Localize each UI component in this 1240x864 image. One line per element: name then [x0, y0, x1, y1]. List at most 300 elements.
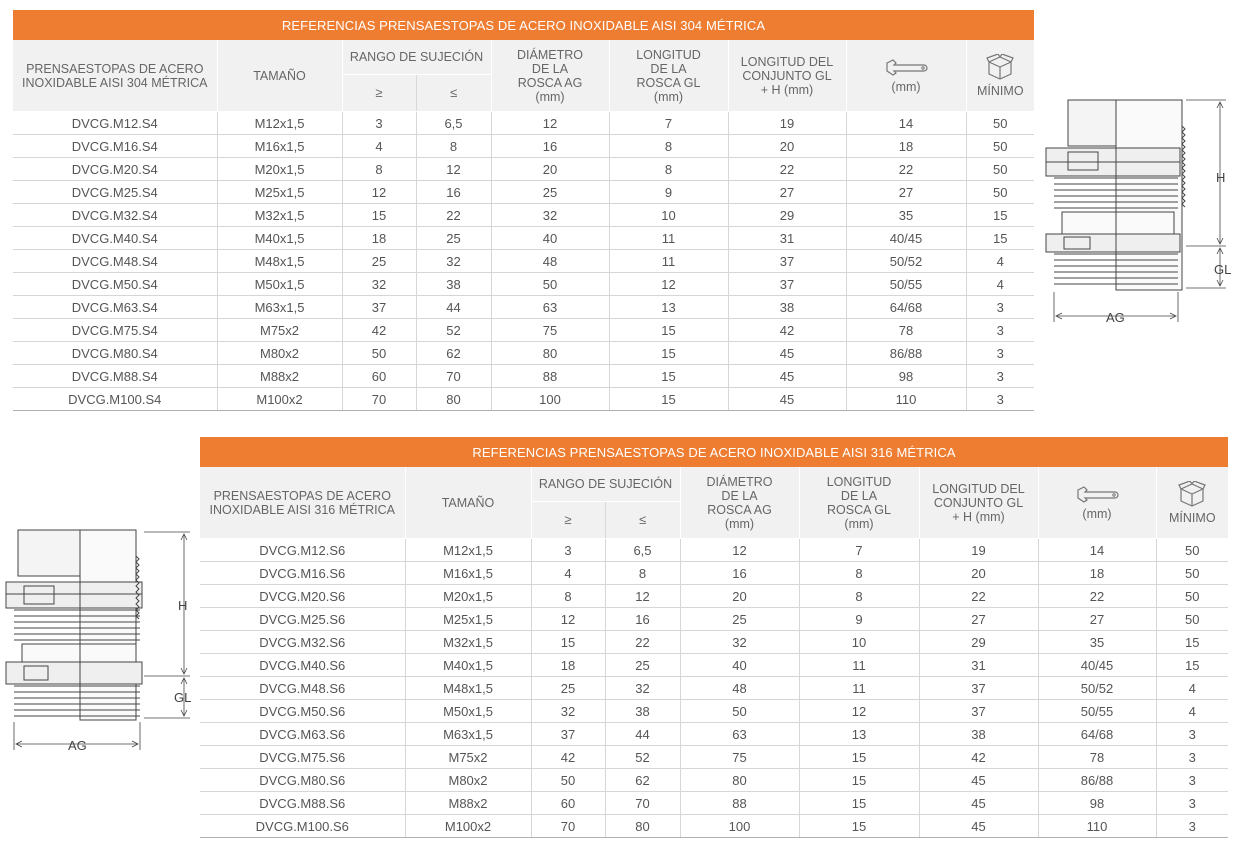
table-cell: 4: [1156, 677, 1228, 700]
table-cell: 22: [416, 204, 491, 227]
table-cell: 16: [416, 181, 491, 204]
table-cell: 3: [966, 319, 1034, 342]
table-cell: 9: [609, 181, 728, 204]
table-cell: 15: [342, 204, 416, 227]
table-cell: 22: [605, 631, 680, 654]
table-cell: 15: [799, 769, 919, 792]
col-header-assembly-length: LONGITUD DEL CONJUNTO GL + H (mm): [919, 467, 1038, 539]
table-cell: 52: [416, 319, 491, 342]
table-cell: 45: [728, 342, 846, 365]
table-row: [200, 769, 1228, 792]
table-cell: 18: [531, 654, 605, 677]
table-cell: 13: [799, 723, 919, 746]
table-row: [13, 342, 1034, 365]
table-row: [13, 181, 1034, 204]
table-cell: 45: [919, 792, 1038, 815]
table-cell: 50: [966, 158, 1034, 181]
table-cell: DVCG.M100.S4: [13, 388, 217, 411]
col-header-ge: ≥: [342, 75, 416, 112]
dimension-label-gl: GL: [174, 690, 192, 705]
table-cell: 64/68: [846, 296, 966, 319]
col-header-wrench: [846, 40, 966, 112]
package-box-icon: [1178, 481, 1206, 507]
table-cell: 63: [680, 723, 799, 746]
table-cell: 22: [846, 158, 966, 181]
table-cell: 3: [966, 365, 1034, 388]
table-row: [13, 319, 1034, 342]
table-cell: 60: [531, 792, 605, 815]
table-cell: 18: [1038, 562, 1156, 585]
table-cell: 98: [846, 365, 966, 388]
table-cell: 50: [1156, 562, 1228, 585]
table-cell: 4: [966, 250, 1034, 273]
table-cell: 70: [605, 792, 680, 815]
col-header-minimum: [1156, 467, 1228, 539]
table-cell: 4: [1156, 700, 1228, 723]
col-header-ge: ≥: [531, 502, 605, 539]
table-row: [200, 677, 1228, 700]
table-cell: M75x2: [217, 319, 342, 342]
table-cell: 27: [846, 181, 966, 204]
table-cell: 13: [609, 296, 728, 319]
table-cell: DVCG.M40.S6: [200, 654, 405, 677]
table-cell: 62: [416, 342, 491, 365]
cable-gland-drawing-bottom: [4, 526, 199, 762]
table-cell: M40x1,5: [217, 227, 342, 250]
wrench-unit: (mm): [1082, 506, 1112, 521]
table-cell: M80x2: [405, 769, 531, 792]
table-cell: 14: [1038, 539, 1156, 562]
cable-gland-drawing-top: [1040, 96, 1235, 332]
table-cell: M80x2: [217, 342, 342, 365]
table-cell: 12: [342, 181, 416, 204]
table-cell: DVCG.M80.S6: [200, 769, 405, 792]
table-cell: 38: [416, 273, 491, 296]
dimension-label-h: H: [178, 598, 188, 613]
table-cell: M16x1,5: [405, 562, 531, 585]
table-cell: DVCG.M100.S6: [200, 815, 405, 838]
table-cell: 3: [966, 388, 1034, 411]
col-header-clamp-range: RANGO DE SUJECIÓN: [531, 467, 680, 502]
table-cell: 22: [919, 585, 1038, 608]
table-cell: 3: [1156, 815, 1228, 838]
table-row: [200, 654, 1228, 677]
table-cell: M25x1,5: [405, 608, 531, 631]
table-cell: M63x1,5: [217, 296, 342, 319]
table-cell: 50: [1156, 585, 1228, 608]
table-cell: 15: [609, 388, 728, 411]
table-cell: 37: [531, 723, 605, 746]
table-cell: M32x1,5: [217, 204, 342, 227]
table-cell: M48x1,5: [405, 677, 531, 700]
col-header-thread-diameter: DIÁMETRO DE LA ROSCA AG (mm): [491, 40, 609, 112]
col-header-thread-length: LONGITUD DE LA ROSCA GL (mm): [799, 467, 919, 539]
table-row: [200, 746, 1228, 769]
table-cell: 15: [609, 342, 728, 365]
table-cell: 38: [728, 296, 846, 319]
table-cell: 15: [966, 227, 1034, 250]
table-cell: 86/88: [1038, 769, 1156, 792]
col-header-size: TAMAÑO: [405, 467, 531, 539]
table-cell: 3: [966, 296, 1034, 319]
table-cell: 75: [491, 319, 609, 342]
table-cell: DVCG.M20.S6: [200, 585, 405, 608]
table-cell: 52: [605, 746, 680, 769]
table-row: [200, 562, 1228, 585]
table-cell: 37: [919, 677, 1038, 700]
table-cell: 12: [491, 112, 609, 135]
table-cell: 12: [531, 608, 605, 631]
table-row: [200, 539, 1228, 562]
table-cell: 12: [605, 585, 680, 608]
table-cell: 40/45: [1038, 654, 1156, 677]
table-cell: 64/68: [1038, 723, 1156, 746]
table-cell: 50/55: [846, 273, 966, 296]
table-body: [200, 539, 1228, 838]
table-title: REFERENCIAS PRENSAESTOPAS DE ACERO INOXIDABLE AISI 304 MÉTRICA: [13, 10, 1034, 40]
col-header-assembly-length: LONGITUD DEL CONJUNTO GL + H (mm): [728, 40, 846, 112]
table-cell: M50x1,5: [405, 700, 531, 723]
table-cell: 100: [680, 815, 799, 838]
table-cell: 50: [966, 112, 1034, 135]
table-cell: 78: [1038, 746, 1156, 769]
table-cell: 31: [919, 654, 1038, 677]
table-cell: 70: [416, 365, 491, 388]
table-cell: 25: [605, 654, 680, 677]
wrench-unit: (mm): [891, 79, 921, 94]
dimension-label-ag: AG: [68, 738, 87, 753]
table-cell: 25: [342, 250, 416, 273]
table-cell: M20x1,5: [405, 585, 531, 608]
table-cell: DVCG.M63.S4: [13, 296, 217, 319]
table-row: [13, 227, 1034, 250]
table-row: [200, 585, 1228, 608]
table-cell: 9: [799, 608, 919, 631]
table-cell: 31: [728, 227, 846, 250]
table-cell: M48x1,5: [217, 250, 342, 273]
wrench-icon: [1075, 485, 1119, 503]
table-row: [13, 158, 1034, 181]
table-row: [13, 388, 1034, 411]
table-cell: 3: [531, 539, 605, 562]
table-cell: 80: [416, 388, 491, 411]
table-cell: 16: [680, 562, 799, 585]
table-cell: 19: [919, 539, 1038, 562]
table-cell: 110: [846, 388, 966, 411]
table-cell: 70: [531, 815, 605, 838]
table-cell: 27: [1038, 608, 1156, 631]
table-cell: 8: [605, 562, 680, 585]
table-cell: DVCG.M16.S6: [200, 562, 405, 585]
table-cell: DVCG.M16.S4: [13, 135, 217, 158]
table-cell: 45: [728, 365, 846, 388]
col-header-minimum: [966, 40, 1034, 112]
table-cell: 8: [609, 135, 728, 158]
table-cell: 44: [416, 296, 491, 319]
table-cell: 11: [799, 654, 919, 677]
table-cell: 8: [799, 585, 919, 608]
table-row: [200, 723, 1228, 746]
table-cell: M40x1,5: [405, 654, 531, 677]
table-cell: 38: [919, 723, 1038, 746]
table-cell: 60: [342, 365, 416, 388]
table-cell: 16: [605, 608, 680, 631]
table-cell: 20: [728, 135, 846, 158]
table-row: [13, 135, 1034, 158]
table-cell: 32: [531, 700, 605, 723]
minimum-label: MÍNIMO: [1169, 510, 1216, 525]
table-cell: 8: [531, 585, 605, 608]
col-header-le: ≤: [416, 75, 491, 112]
table-row: [200, 792, 1228, 815]
table-cell: 8: [799, 562, 919, 585]
table-cell: DVCG.M32.S4: [13, 204, 217, 227]
table-cell: M75x2: [405, 746, 531, 769]
dimension-label-gl: GL: [1214, 262, 1232, 277]
table-cell: M88x2: [217, 365, 342, 388]
table-cell: 18: [342, 227, 416, 250]
table-cell: 4: [966, 273, 1034, 296]
table-cell: 22: [728, 158, 846, 181]
table-cell: 42: [531, 746, 605, 769]
table-cell: 80: [491, 342, 609, 365]
table-cell: 25: [491, 181, 609, 204]
table-cell: 100: [491, 388, 609, 411]
table-cell: 15: [1156, 654, 1228, 677]
package-box-icon: [986, 54, 1014, 80]
table-cell: DVCG.M25.S4: [13, 181, 217, 204]
table-aisi-316: [200, 437, 1228, 838]
table-cell: M12x1,5: [217, 112, 342, 135]
table-cell: 3: [342, 112, 416, 135]
table-cell: DVCG.M32.S6: [200, 631, 405, 654]
table-cell: 32: [605, 677, 680, 700]
table-cell: M63x1,5: [405, 723, 531, 746]
table-cell: M100x2: [405, 815, 531, 838]
table-cell: 32: [342, 273, 416, 296]
table-cell: 42: [342, 319, 416, 342]
table-cell: 62: [605, 769, 680, 792]
col-header-le: ≤: [605, 502, 680, 539]
table-cell: 37: [728, 273, 846, 296]
table-cell: 38: [605, 700, 680, 723]
table-title: REFERENCIAS PRENSAESTOPAS DE ACERO INOXIDABLE AISI 316 MÉTRICA: [200, 437, 1228, 467]
table-row: [200, 608, 1228, 631]
table-cell: 18: [846, 135, 966, 158]
table-cell: M32x1,5: [405, 631, 531, 654]
table-cell: 3: [966, 342, 1034, 365]
table-cell: 50: [531, 769, 605, 792]
table-row: [200, 815, 1228, 838]
table-cell: 27: [728, 181, 846, 204]
table-cell: 7: [609, 112, 728, 135]
table-cell: 15: [1156, 631, 1228, 654]
col-header-clamp-range: RANGO DE SUJECIÓN: [342, 40, 491, 75]
table-cell: 45: [919, 815, 1038, 838]
table-cell: M88x2: [405, 792, 531, 815]
table-cell: DVCG.M40.S4: [13, 227, 217, 250]
table-cell: 15: [609, 365, 728, 388]
table-cell: 32: [680, 631, 799, 654]
col-header-wrench: [1038, 467, 1156, 539]
table-cell: DVCG.M12.S4: [13, 112, 217, 135]
table-cell: 10: [799, 631, 919, 654]
table-cell: 75: [680, 746, 799, 769]
table-cell: 78: [846, 319, 966, 342]
table-cell: 88: [680, 792, 799, 815]
table-cell: DVCG.M80.S4: [13, 342, 217, 365]
col-header-product: PRENSAESTOPAS DE ACERO INOXIDABLE AISI 304 MÉTRICA: [13, 40, 217, 112]
table-cell: 12: [799, 700, 919, 723]
table-cell: 50: [966, 181, 1034, 204]
table-cell: 27: [919, 608, 1038, 631]
table-cell: 15: [799, 792, 919, 815]
table-cell: DVCG.M88.S4: [13, 365, 217, 388]
table-aisi-304: [13, 10, 1034, 411]
table-cell: 20: [491, 158, 609, 181]
table-cell: DVCG.M12.S6: [200, 539, 405, 562]
table-cell: 48: [491, 250, 609, 273]
table-cell: 3: [1156, 792, 1228, 815]
table-cell: 20: [680, 585, 799, 608]
table-body: [13, 112, 1034, 411]
table-cell: DVCG.M88.S6: [200, 792, 405, 815]
table-cell: 50: [1156, 608, 1228, 631]
table-cell: 42: [919, 746, 1038, 769]
table-cell: 8: [416, 135, 491, 158]
table-cell: DVCG.M20.S4: [13, 158, 217, 181]
col-header-product: PRENSAESTOPAS DE ACERO INOXIDABLE AISI 316 MÉTRICA: [200, 467, 405, 539]
table-cell: 15: [531, 631, 605, 654]
table-cell: 37: [919, 700, 1038, 723]
table-cell: 35: [846, 204, 966, 227]
table-cell: 15: [799, 815, 919, 838]
col-header-thread-length: LONGITUD DE LA ROSCA GL (mm): [609, 40, 728, 112]
table-row: [200, 700, 1228, 723]
table-cell: M16x1,5: [217, 135, 342, 158]
table-cell: 8: [609, 158, 728, 181]
table-cell: 10: [609, 204, 728, 227]
table-cell: 4: [342, 135, 416, 158]
table-row: [13, 296, 1034, 319]
table-cell: 25: [680, 608, 799, 631]
table-cell: DVCG.M48.S4: [13, 250, 217, 273]
table-cell: 70: [342, 388, 416, 411]
table-cell: DVCG.M75.S6: [200, 746, 405, 769]
table-cell: 3: [1156, 769, 1228, 792]
table-cell: 8: [342, 158, 416, 181]
table-cell: 15: [799, 746, 919, 769]
table-cell: 50/52: [1038, 677, 1156, 700]
table-cell: DVCG.M63.S6: [200, 723, 405, 746]
table-row: [13, 273, 1034, 296]
table-cell: 37: [342, 296, 416, 319]
table-cell: 45: [728, 388, 846, 411]
table-cell: 40: [491, 227, 609, 250]
table-cell: 50: [491, 273, 609, 296]
table-cell: 6,5: [605, 539, 680, 562]
table-cell: 3: [1156, 746, 1228, 769]
table-cell: 25: [531, 677, 605, 700]
table-cell: 45: [919, 769, 1038, 792]
table-cell: 12: [416, 158, 491, 181]
table-cell: 50/55: [1038, 700, 1156, 723]
table-cell: 44: [605, 723, 680, 746]
table-cell: DVCG.M50.S4: [13, 273, 217, 296]
table-row: [13, 112, 1034, 135]
table-cell: 15: [609, 319, 728, 342]
table-cell: M100x2: [217, 388, 342, 411]
dimension-label-ag: AG: [1106, 310, 1125, 325]
table-row: [13, 365, 1034, 388]
table-cell: 20: [919, 562, 1038, 585]
table-cell: 29: [728, 204, 846, 227]
table-cell: 14: [846, 112, 966, 135]
table-row: [13, 204, 1034, 227]
table-cell: 35: [1038, 631, 1156, 654]
table-cell: 11: [609, 250, 728, 273]
table-cell: 12: [680, 539, 799, 562]
table-cell: 50/52: [846, 250, 966, 273]
table-cell: 12: [609, 273, 728, 296]
table-row: [200, 631, 1228, 654]
table-cell: 22: [1038, 585, 1156, 608]
table-cell: 50: [680, 700, 799, 723]
table-cell: 88: [491, 365, 609, 388]
table-cell: DVCG.M75.S4: [13, 319, 217, 342]
table-cell: 40/45: [846, 227, 966, 250]
table-cell: 19: [728, 112, 846, 135]
table-cell: DVCG.M25.S6: [200, 608, 405, 631]
table-cell: 50: [342, 342, 416, 365]
table-cell: 80: [680, 769, 799, 792]
table-cell: 11: [609, 227, 728, 250]
table-cell: 110: [1038, 815, 1156, 838]
table-cell: 32: [491, 204, 609, 227]
table-cell: 50: [1156, 539, 1228, 562]
table-cell: 98: [1038, 792, 1156, 815]
col-header-size: TAMAÑO: [217, 40, 342, 112]
table-cell: 16: [491, 135, 609, 158]
table-cell: 7: [799, 539, 919, 562]
table-cell: 86/88: [846, 342, 966, 365]
table-cell: M12x1,5: [405, 539, 531, 562]
table-cell: 50: [966, 135, 1034, 158]
table-cell: 3: [1156, 723, 1228, 746]
table-cell: DVCG.M48.S6: [200, 677, 405, 700]
table-cell: 4: [531, 562, 605, 585]
table-cell: 80: [605, 815, 680, 838]
table-cell: 40: [680, 654, 799, 677]
table-cell: M20x1,5: [217, 158, 342, 181]
table-cell: M50x1,5: [217, 273, 342, 296]
table-cell: 11: [799, 677, 919, 700]
table-cell: M25x1,5: [217, 181, 342, 204]
table-cell: DVCG.M50.S6: [200, 700, 405, 723]
table-cell: 15: [966, 204, 1034, 227]
table-cell: 48: [680, 677, 799, 700]
table-cell: 42: [728, 319, 846, 342]
col-header-thread-diameter: DIÁMETRO DE LA ROSCA AG (mm): [680, 467, 799, 539]
table-cell: 37: [728, 250, 846, 273]
table-cell: 32: [416, 250, 491, 273]
table-row: [13, 250, 1034, 273]
table-cell: 29: [919, 631, 1038, 654]
dimension-label-h: H: [1216, 170, 1226, 185]
minimum-label: MÍNIMO: [977, 83, 1024, 98]
table-cell: 25: [416, 227, 491, 250]
table-cell: 6,5: [416, 112, 491, 135]
